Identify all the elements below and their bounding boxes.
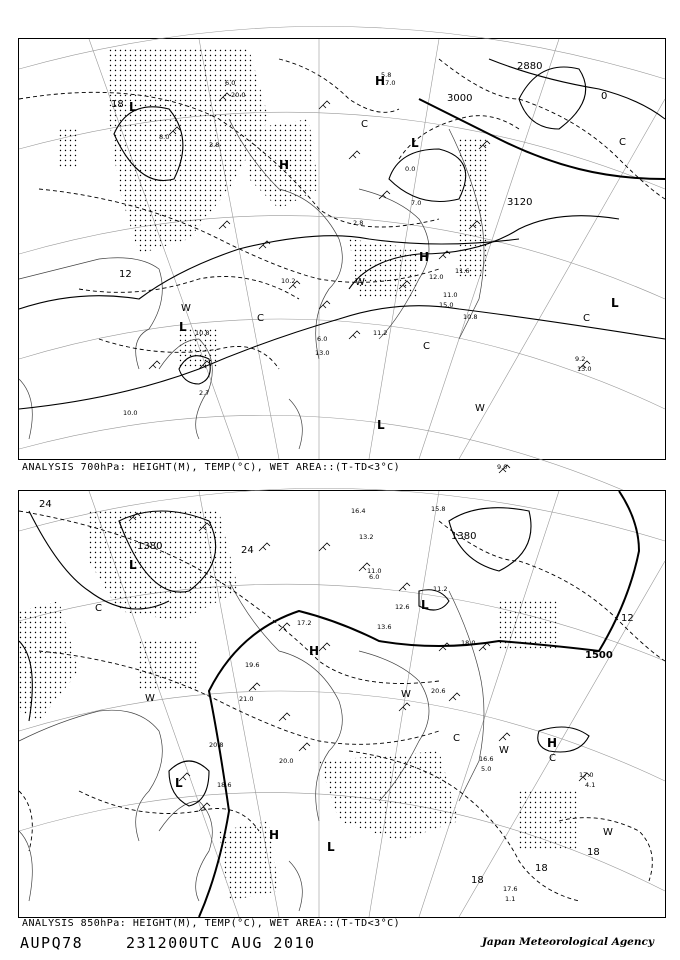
station-value: 16.4 (351, 507, 366, 515)
warm-center: W (401, 689, 411, 700)
caption-850hpa: ANALYSIS 850hPa: HEIGHT(M), TEMP(°C), WET AREA::(T-TD<3°C) (22, 918, 401, 929)
station-value: 3.8 (209, 141, 220, 149)
station-value: 21.0 (239, 695, 254, 703)
station-value: 18.6 (217, 781, 232, 789)
station-value: 15.0 (439, 301, 454, 309)
wind-barb (399, 703, 410, 711)
station-value: 11.2 (373, 329, 388, 337)
low-center: L (377, 418, 385, 432)
station-value: 7.0 (411, 199, 422, 207)
station-value: 4.1 (585, 781, 596, 789)
map-panel-850hpa (18, 490, 666, 918)
station-value: 20.0 (231, 91, 246, 99)
wet-area (59, 49, 489, 369)
product-code: AUPQ78 (20, 934, 84, 952)
station-value: 19.6 (245, 661, 260, 669)
wind-barb (319, 101, 330, 109)
cold-center: C (95, 603, 102, 614)
wind-barb (349, 151, 360, 159)
station-value: 20.6 (431, 687, 446, 695)
wind-barb (299, 743, 310, 751)
low-center: L (327, 840, 335, 854)
contour-label: 18 (535, 863, 548, 874)
station-value: 20.8 (209, 741, 224, 749)
contour-label: 0 (601, 91, 608, 102)
map-850hpa (19, 491, 665, 917)
contour-label: 18 (587, 847, 600, 858)
cold-center: C (619, 137, 626, 148)
station-value: 13.0 (315, 349, 330, 357)
warm-center: W (145, 693, 155, 704)
station-value: 2.7 (199, 389, 210, 397)
valid-time: 231200UTC AUG 2010 (126, 934, 316, 952)
station-value: 1.1 (505, 895, 516, 903)
station-value: 17.2 (297, 619, 312, 627)
wind-barb (439, 251, 450, 259)
cold-center: C (257, 313, 264, 324)
contour-label: 24 (241, 545, 254, 556)
cold-center: C (549, 753, 556, 764)
wind-barb (279, 713, 290, 721)
station-value: 10.0 (123, 409, 138, 417)
contour-label: 18 (111, 99, 124, 110)
contour-label: 1380 (137, 541, 163, 552)
station-value: 13.2 (359, 533, 374, 541)
cold-center: C (361, 119, 368, 130)
wind-barb (219, 221, 230, 229)
low-center: L (129, 558, 137, 572)
station-value: 15.8 (431, 505, 446, 513)
warm-center: W (499, 745, 509, 756)
station-value: 10.8 (463, 313, 478, 321)
station-value: 10.2 (281, 277, 296, 285)
caption-700hpa: ANALYSIS 700hPa: HEIGHT(M), TEMP(°C), WET AREA::(T-TD<3°C) (22, 462, 401, 473)
contour-label: 24 (39, 499, 52, 510)
station-value: 9.2 (575, 355, 586, 363)
low-center: L (411, 136, 419, 150)
station-value: 16.6 (479, 755, 494, 763)
wind-barb (149, 361, 160, 369)
low-center: L (129, 100, 137, 114)
cold-center: C (453, 733, 460, 744)
warm-center: W (181, 303, 191, 314)
high-center: H (375, 74, 386, 88)
station-value: 18.0 (461, 639, 476, 647)
low-center: L (611, 296, 619, 310)
wind-barb (379, 191, 390, 199)
contour-label: 1380 (451, 531, 477, 542)
high-center: H (309, 644, 320, 658)
wind-barb (319, 543, 330, 551)
high-center: H (547, 736, 558, 750)
contour-label: 1500 (585, 650, 613, 661)
station-value: 6.0 (317, 335, 328, 343)
wind-barb (499, 733, 510, 741)
station-value: 6.0 (369, 573, 380, 581)
high-center: H (279, 158, 290, 172)
station-value: 11.2 (433, 585, 448, 593)
low-center: L (175, 776, 183, 790)
station-value: 8.0 (159, 133, 170, 141)
contour-label: 3120 (507, 197, 533, 208)
wind-barb (249, 683, 260, 691)
wind-barb (319, 643, 330, 651)
station-value: 12.6 (395, 603, 410, 611)
station-value: 0.0 (405, 165, 416, 173)
contour-label: 2880 (517, 61, 543, 72)
contour-label: 12 (621, 613, 634, 624)
cold-center: C (583, 313, 590, 324)
station-value: 11.0 (443, 291, 458, 299)
station-value: 5.0 (481, 765, 492, 773)
wind-barb (259, 543, 270, 551)
agency-credit: Japan Meteorological Agency (481, 936, 654, 948)
station-value: 6.0 (225, 79, 236, 87)
warm-center: W (603, 827, 613, 838)
high-center: H (269, 828, 280, 842)
high-center: H (419, 250, 430, 264)
low-center: L (421, 598, 429, 612)
wind-barb (349, 331, 360, 339)
wind-barb (399, 583, 410, 591)
wind-barb (439, 643, 450, 651)
station-value: 5.8 (381, 71, 392, 79)
contour-label: 12 (119, 269, 132, 280)
station-value: 10.8 (195, 329, 210, 337)
cold-center: C (423, 341, 430, 352)
station-value: 12.0 (429, 273, 444, 281)
station-value: 2.8 (353, 219, 364, 227)
wind-barb (449, 693, 460, 701)
station-value: 17.0 (381, 79, 396, 87)
contour-label: 3000 (447, 93, 473, 104)
station-value: 13.0 (577, 365, 592, 373)
station-value: 11.0 (367, 567, 382, 575)
warm-center: W (355, 277, 365, 288)
station-value: 11.6 (455, 267, 470, 275)
contour-label: 18 (471, 875, 484, 886)
station-value: 20.0 (279, 757, 294, 765)
station-value: 9.0 (497, 463, 508, 471)
station-value: 17.0 (579, 771, 594, 779)
station-value: 17.6 (503, 885, 518, 893)
warm-center: W (475, 403, 485, 414)
wind-barb (259, 241, 270, 249)
station-value: 13.6 (377, 623, 392, 631)
low-center: L (179, 320, 187, 334)
